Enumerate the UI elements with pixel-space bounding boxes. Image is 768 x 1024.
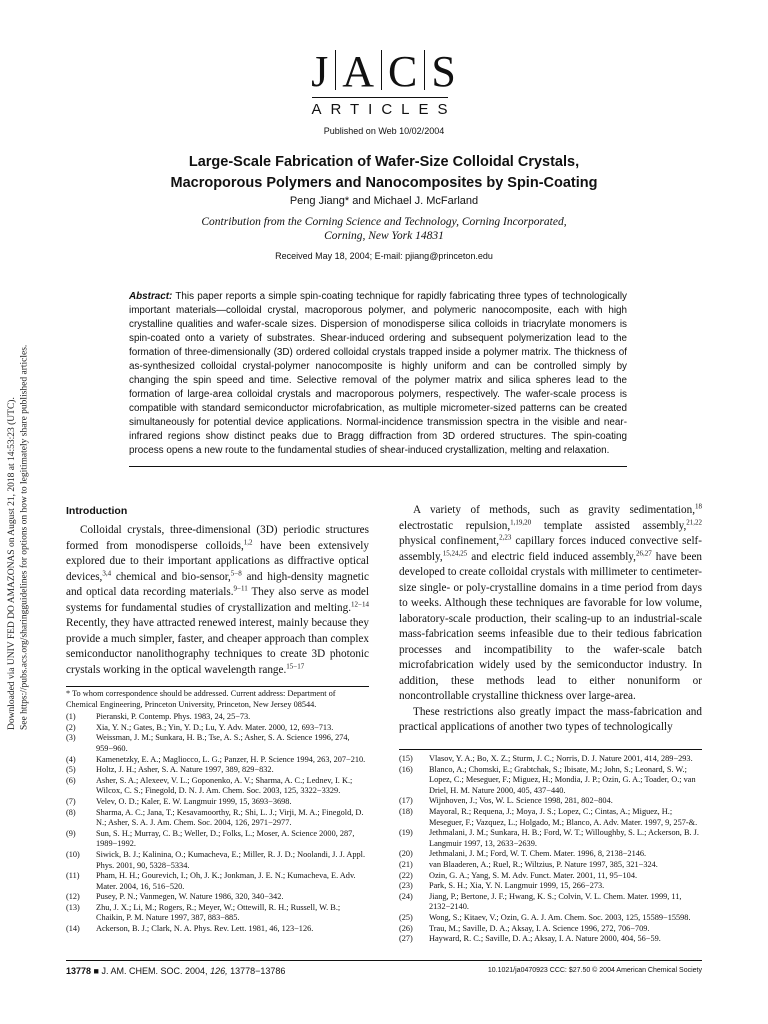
affiliation-line: Contribution from the Corning Science and Technology, Corning Incorporated, [201,216,567,228]
reference-item [399,881,702,892]
logo-divider [424,50,425,90]
download-notice [6,300,32,730]
reference-item [399,934,702,945]
page-number: 13778 [66,966,92,976]
citation-superscript: 1,19,20 [510,517,532,526]
reference-number: (1) [66,712,76,722]
reference-text: Sun, S. H.; Murray, C. B.; Weller, D.; Folks, L.; Moser, A. Science 2000, 287, 1989−1992. [96,828,355,849]
reference-item [66,733,369,754]
reference-item [399,754,702,765]
reference-text: Wong, S.; Kitaev, V.; Ozin, G. A. J. Am. Chem. Soc. 2003, 125, 15589−15598. [429,912,691,922]
reference-number: (21) [399,859,413,869]
journal-name: J. AM. CHEM. SOC. [101,966,183,976]
citation-superscript: 15−17 [286,661,305,670]
intro-paragraph-1 [66,523,369,678]
reference-item [399,871,702,882]
square-bullet-icon: ■ [93,966,99,976]
reference-item [66,850,369,871]
body-text-run: and electric field induced assembly, [467,550,636,563]
title-line: Macroporous Polymers and Nanocomposites by Spin-Coating [170,175,598,191]
citation-superscript: 15,24,25 [442,548,468,557]
citation-superscript: 3,4 [102,568,112,577]
reference-text: Zhu, J. X.; Li, M.; Rogers, R.; Meyer, W.; Ottewill, R. H.; Russell, W. B.; Chaikin, P. M. Nature 1997, 387, 883−885. [96,902,341,923]
reference-item [66,892,369,903]
reference-item [399,765,702,797]
reference-text: Pusey, P. N.; Vanmegen, W. Nature 1986, 320, 340−342. [96,892,284,902]
reference-number: (2) [66,722,76,732]
reference-number: (16) [399,764,413,774]
reference-item [66,924,369,935]
reference-number: (17) [399,796,413,806]
citation-superscript: 5−8 [230,568,242,577]
download-notice-line2: See https://pubs.acs.org/sharingguidelines for options on how to legitimately share published articles. [19,344,30,730]
affiliation [100,215,668,243]
reference-number: (18) [399,806,413,816]
reference-number: (26) [399,923,413,933]
intro-paragraph-3: These restrictions also greatly impact the mass-fabrication and practical applications of another two types of technologically [399,705,702,733]
section-heading: Introduction [66,505,128,517]
reference-item [399,924,702,935]
body-text-run: have been extensively explored due to their important applications as diffractive optical devices, [66,539,370,583]
reference-text: Kamenetzky, E. A.; Magliocco, L. G.; Panzer, H. P. Science 1994, 263, 207−210. [96,754,366,764]
authors: Peng Jiang* and Michael J. McFarland [289,195,479,207]
reference-text: Ackerson, B. J.; Clark, N. A. Phys. Rev. Lett. 1981, 46, 123−126. [96,924,314,934]
reference-item [66,797,369,808]
right-column [399,503,702,736]
body-text-run: Colloidal crystals, three-dimensional (3D) periodic structures formed from monodisperse colloids, [66,524,369,552]
left-column [66,505,369,935]
reference-item [399,913,702,924]
reference-number: (22) [399,870,413,880]
affiliation-line: Corning, New York 14831 [324,230,444,242]
references-rule [399,749,702,750]
reference-number: (14) [66,924,80,934]
reference-item [399,849,702,860]
reference-item [66,829,369,850]
body-text-run: Recently, they have attracted renewed interest, mainly because they provide a much simpler, faster, and cheaper approach than complex semiconductor nanolithography techniques to create 3D photonic crystals working in the optical wavelength range. [66,617,369,676]
reference-list-right [399,754,702,945]
logo-divider [335,50,336,90]
doi-copyright: 10.1021/ja0470923 CCC: $27.50 © 2004 American Chemical Society [487,967,702,974]
reference-number: (24) [399,891,413,901]
body-text-run: chemical and bio-sensor, [111,570,231,583]
reference-text: Mayoral, R.; Requena, J.; Moya, J. S.; Lopez, C.; Cintas, A.; Miguez, H.; Meseguer, F.; Vazquez, L.; Holgado, M.; Blanco, A. Adv. Mater. 1997, 9, 257-&. [429,806,698,827]
journal-logo [0,46,768,97]
journal-volume: 126, [210,966,228,976]
abstract-text: This paper reports a simple spin-coating technique for rapidly fabricating three types of technologically important materials—colloidal crystal, macroporous polymer, and polymeric nanocomposite, each with high crystalline qualities and wafer-scale sizes. Dispersion of monodisperse silica colloids in triacrylate monomers is spin-coated onto a variety of substrates. Shear-induced ordering and subsequent polymerization lead to the formation of three-dimensionally (3D) ordered colloidal crystals trapped inside a polymer matrix. The thickness of as-synthesized colloidal crystal-polymer nanocomposite is highly uniform and can be controlled simply by changing the spin speed and time. Selective removal of the polymer matrix and silica spheres lead to the formation of large-area colloidal crystals and macroporous polymers, respectively. The wafer-scale process is compatible with standard semiconductor microfabrication, as multiple micrometer-sized patterns can be created simultaneously for potential device applications. Normal-incidence transmission spectra in the visible and near-infrared regions show distinct peaks due to Bragg diffraction from 3D ordered structures. The spin-coating process opens a new route to the fundamental studies of shear-induced crystallization, melting and relaxation. [129,291,627,456]
reference-number: (10) [66,849,80,859]
reference-text: Jethmalani, J. M.; Sunkara, H. B.; Ford, W. T.; Willoughby, S. L.; Ackerson, B. J. Langmuir 1997, 13, 2633−2639. [429,828,699,848]
reference-text: Siwick, B. J.; Kalinina, O.; Kumacheva, E.; Miller, R. J. D.; Noolandi, J. J. Appl. Phys. 2001, 90, 5328−5334. [96,849,366,870]
reference-text: Wijnhoven, J.; Vos, W. L. Science 1998, 281, 802−804. [429,796,613,806]
footnote-rule [66,686,369,687]
reference-item [399,892,702,913]
reference-number: (6) [66,775,76,785]
reference-number: (15) [399,754,413,763]
abstract [129,290,627,467]
journal-year: 2004, [185,966,208,976]
reference-text: Velev, O. D.; Kaler, E. W. Langmuir 1999, 15, 3693−3698. [96,796,292,806]
reference-item [66,723,369,734]
citation-superscript: 21,22 [686,517,702,526]
body-text-run: A variety of methods, such as gravity sedimentation, [413,504,695,516]
logo-letter: S [431,47,457,96]
reference-text: Trau, M.; Saville, D. A.; Aksay, I. A. Science 1996, 272, 706−709. [429,923,650,933]
reference-item [66,712,369,723]
reference-text: Blanco, A.; Chomski, E.; Grabtchak, S.; Ibisate, M.; John, S.; Leonard, S. W.; Lopez, C.; Meseguer, F.; Miguez, H.; Mondia, J. P.; Ozin, G. A.; Toader, O.; van Driel, H. M. Nature 2000, 405, 437−440. [429,764,696,795]
reference-number: (20) [399,849,413,859]
reference-text: Park, S. H.; Xia, Y. N. Langmuir 1999, 15, 266−273. [429,881,605,891]
reference-text: Weissman, J. M.; Sunkara, H. B.; Tse, A. S.; Asher, S. A. Science 1996, 274, 959−960. [96,733,350,753]
reference-number: (23) [399,881,413,891]
citation-superscript: 1,2 [243,537,253,546]
reference-number: (8) [66,807,76,817]
reference-item [66,765,369,776]
published-date: Published on Web 10/02/2004 [323,126,445,136]
footer-rule [66,960,702,961]
reference-item [66,903,369,924]
reference-item [399,860,702,871]
citation-superscript: 9−11 [233,584,248,593]
reference-text: van Blaaderen, A.; Ruel, R.; Wiltzius, P. Nature 1997, 385, 321−324. [429,859,658,869]
citation-superscript: 26,27 [635,548,652,557]
reference-text: Xia, Y. N.; Gates, B.; Yin, Y. D.; Lu, Y. Adv. Mater. 2000, 12, 693−713. [96,722,334,732]
reference-text: Jiang, P.; Bertone, J. F.; Hwang, K. S.; Colvin, V. L. Chem. Mater. 1999, 11, 2132−2140. [429,891,682,912]
journal-pages: 13778−13786 [230,966,286,976]
download-notice-line1: Downloaded via UNIV FED DO AMAZONAS on August 21, 2018 at 14:53:23 (UTC). [7,397,17,730]
citation-superscript: 18 [695,502,702,511]
reference-text: Sharma, A. C.; Jana, T.; Kesavamoorthy, R.; Shi, L. J.; Virji, M. A.; Finegold, D. N.; Asher, S. A. J. Am. Chem. Soc. 2004, 126, 2971−2977. [96,807,364,828]
body-text-run: electrostatic repulsion, [399,519,511,532]
citation-superscript: 2,23 [499,533,512,542]
reference-text: Vlasov, Y. A.; Bo, X. Z.; Sturm, J. C.; Norris, D. J. Nature 2001, 414, 289−293. [429,754,693,763]
correspondence-footnote: * To whom correspondence should be addressed. Current address: Department of Chemical Engineering, Princeton University, Princeton, New Jersey 08544. [66,689,336,709]
intro-paragraph-2 [399,503,702,705]
reference-item [399,796,702,807]
body-text-run: and high-density magnetic and optical data recording materials. [66,570,369,598]
body-text-run: template assisted assembly, [531,519,687,532]
body-text-run: physical confinement, [399,535,500,547]
reference-item [399,807,702,828]
reference-list-right-container [399,752,702,945]
reference-number: (13) [66,902,80,912]
reference-text: Ozin, G. A.; Yang, S. M. Adv. Funct. Mater. 2001, 11, 95−104. [429,870,638,880]
reference-text: Holtz, J. H.; Asher, S. A. Nature 1997, 389, 829−832. [96,765,274,775]
reference-list-left [66,712,369,934]
body-text-run: have been developed to create colloidal crystals with millimeter to centimeter-size single- or poly-crystalline domains in a time period from days to weeks. Although these techniques are favorable for low volume, laboratory-scale production, their scaling-up to an industrial-scale mass-fabrication seems infeasible due to their tedious fabrication processes and incompatibility to the wafer-scale batch microfabrication widely used by the semiconductor industry. In addition, these methods lead to either nonuniform or noncontrollable crystalline thickness over large-area. [399,550,702,702]
reference-number: (9) [66,828,76,838]
citation-superscript: 12−14 [351,599,369,608]
reference-number: (25) [399,912,413,922]
reference-item [399,828,702,849]
reference-text: Pieranski, P. Contemp. Phys. 1983, 24, 25−73. [96,712,251,722]
body-text-run: They also serve as model systems for fundamental studies of crystallization and melting. [66,586,369,614]
body-text-run: capillary forces induced convective self-assembly, [399,535,702,563]
reference-text: Jethmalani, J. M.; Ford, W. T. Chem. Mater. 1996, 8, 2138−2146. [429,849,647,859]
reference-number: (4) [66,754,76,764]
reference-item [66,808,369,829]
reference-number: (12) [66,892,80,902]
reference-text: Pham, H. H.; Gourevich, I.; Oh, J. K.; Jonkman, J. E. N.; Kumacheva, E. Adv. Mater. 2004, 16, 516−520. [96,871,356,891]
reference-text: Hayward, R. C.; Saville, D. A.; Aksay, I. A. Nature 2000, 404, 56−59. [429,934,661,944]
logo-divider [381,50,382,90]
section-label: ARTICLES [311,101,457,118]
reference-number: (7) [66,796,76,806]
reference-item [66,871,369,892]
reference-number: (27) [399,934,413,944]
reference-item [66,776,369,797]
logo-letter: J [311,47,330,96]
title-line: Large-Scale Fabrication of Wafer-Size Colloidal Crystals, [188,154,580,170]
received-info: Received May 18, 2004; E-mail: pjiang@princeton.edu [275,251,493,261]
reference-text: Asher, S. A.; Alexeev, V. L.; Goponenko, A. V.; Sharma, A. C.; Lednev, I. K.; Wilcox, C. S.; Finegold, D. N. J. Am. Chem. Soc. 2003, 125, 3322−3329. [96,775,353,796]
logo-letter: C [388,47,419,96]
logo-rule [312,97,448,98]
reference-number: (11) [66,871,80,881]
reference-number: (19) [399,828,413,838]
reference-number: (3) [66,733,76,743]
article-title [60,152,708,194]
reference-number: (5) [66,765,76,775]
page-footer [66,966,285,976]
logo-letter: A [342,47,376,96]
reference-item [66,755,369,766]
abstract-label: Abstract: [129,291,173,302]
